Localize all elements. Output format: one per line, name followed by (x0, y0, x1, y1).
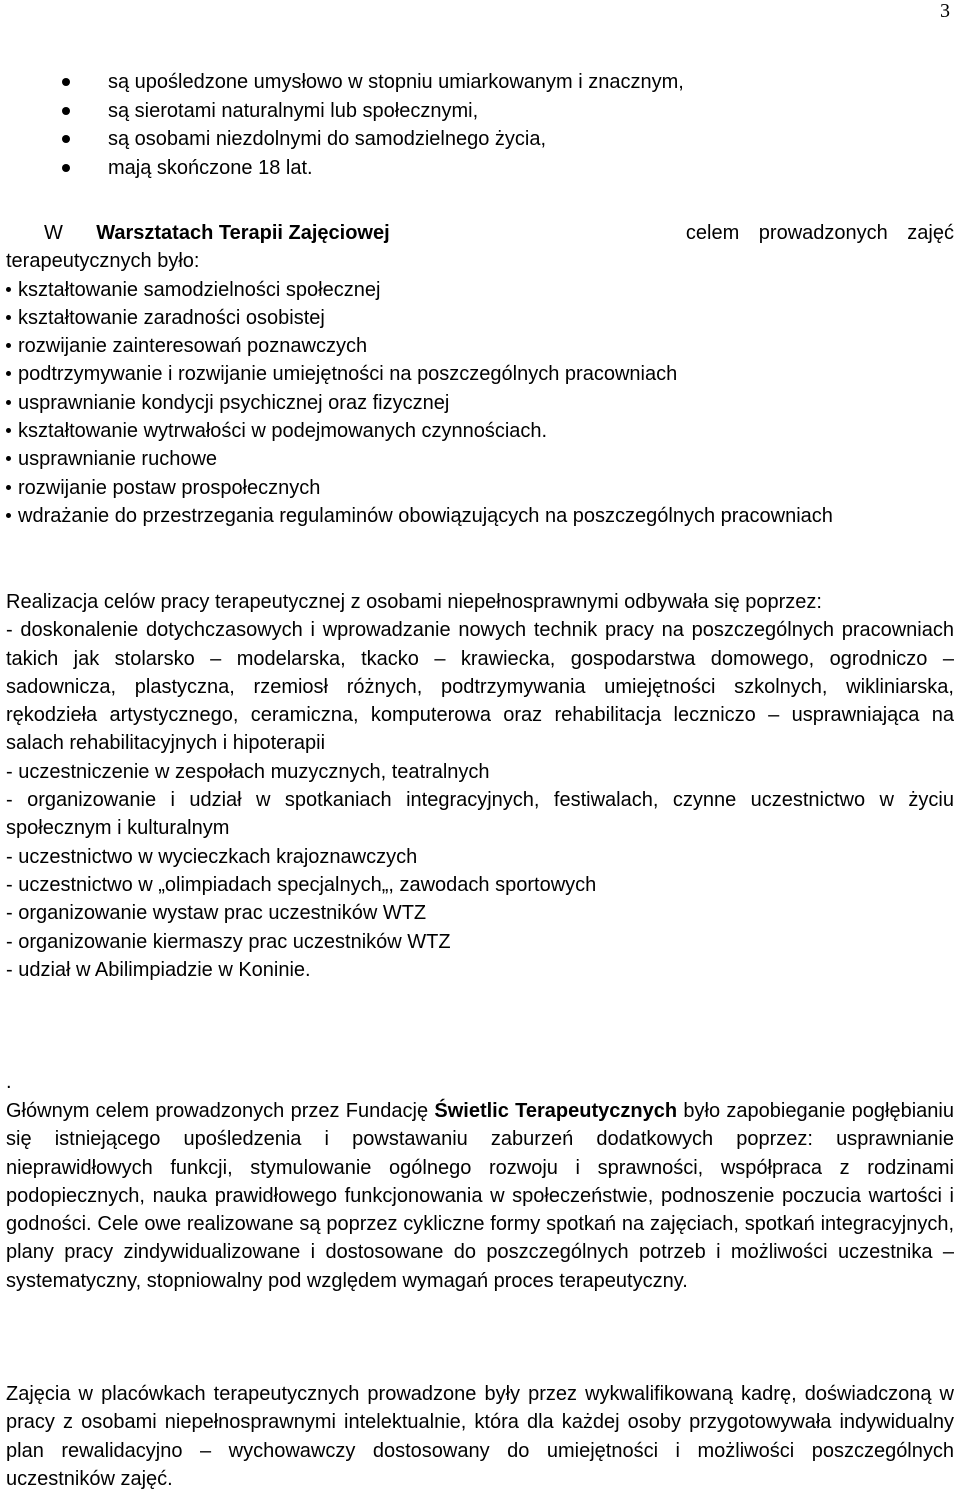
wtz-goals-list (6, 276, 954, 531)
list-item: podtrzymywanie i rozwijanie umiejętności na poszczególnych pracowniach (6, 360, 954, 388)
list-item: są upośledzone umysłowo w stopniu umiarkowanym i znacznym, (62, 68, 684, 97)
list-item: - organizowanie i udział w spotkaniach integracyjnych, festiwalach, czynne uczestnictwo w życiu społecznym i kulturalnym (6, 789, 954, 840)
wtz-name: Warsztatach Terapii Zajęciowej (96, 222, 390, 244)
wtz-intro-line (6, 219, 954, 247)
list-item: - uczestnictwo w wycieczkach krajoznawczych (6, 845, 418, 868)
list-item: wdrażanie do przestrzegania regulaminów obowiązujących na poszczególnych pracowniach (6, 502, 954, 530)
realizacja-section (6, 588, 954, 984)
list-item: - udział w Abilimpiadzie w Koninie. (6, 958, 311, 981)
page-number: 3 (940, 0, 950, 22)
swietlice-name: Świetlic Terapeutycznych (434, 1100, 678, 1122)
list-item: - organizowanie wystaw prac uczestników WTZ (6, 902, 427, 925)
wtz-intro-rest: celem prowadzonych zajęć (685, 222, 954, 244)
list-item: kształtowanie zaradności osobistej (6, 304, 954, 332)
list-item: usprawnianie kondycji psychicznej oraz fizycznej (6, 389, 954, 417)
list-item: - uczestnictwo w „olimpiadach specjalnych„, zawodach sportowych (6, 873, 597, 896)
list-item: usprawnianie ruchowe (6, 445, 954, 473)
list-item: - organizowanie kiermaszy prac uczestników WTZ (6, 930, 451, 953)
realizacja-intro: Realizacja celów pracy terapeutycznej z osobami niepełnosprawnymi odbywała się poprzez: (6, 591, 822, 613)
wtz-goals-section (6, 219, 954, 530)
wtz-intro-line2: terapeutycznych było: (6, 250, 200, 273)
list-item: mają skończone 18 lat. (62, 154, 684, 183)
separator-dot: . (6, 1071, 12, 1093)
list-item: kształtowanie wytrwałości w podejmowanych czynnościach. (6, 417, 954, 445)
list-item: rozwijanie zainteresowań poznawczych (6, 332, 954, 360)
list-item: - doskonalenie dotychczasowych i wprowadzanie nowych technik pracy na poszczególnych pracowniach takich jak stolarsko – modelarska, tkacko – krawiecka, gospodarstwa domowego, ogrodniczo – sadownicza, plastyczna, rzemiosł różnych, podtrzymywania umiejętności szkolnych, wikliniarska, rękodzieła artystycznego, ceramiczna, komputerowa oraz rehabilitacja leczniczo – usprawniająca na salach rehabilitacyjnych i hipoterapii (6, 619, 954, 755)
eligibility-list (62, 68, 684, 182)
list-item: są sierotami naturalnymi lub społecznymi, (62, 97, 684, 126)
wtz-intro-lead: W (44, 222, 63, 244)
zajecia-paragraph: Zajęcia w placówkach terapeutycznych prowadzone były przez wykwalifikowaną kadrę, doświadczoną w pracy z osobami niepełnosprawnymi intelektualnie, która dla każdej osoby przygotowywała indywidualny plan rewalidacyjno – wychowawczy dostosowany do umiejętności i możliwości poszczególnych uczestników zajęć. (6, 1383, 954, 1490)
list-item: kształtowanie samodzielności społecznej (6, 276, 954, 304)
list-item: rozwijanie postaw prospołecznych (6, 474, 954, 502)
list-item: - uczestniczenie w zespołach muzycznych, teatralnych (6, 760, 490, 783)
swietlice-paragraph: Głównym celem prowadzonych przez Fundację Świetlic Terapeutycznych było zapobieganie pogłębianiu się istniejącego upośledzenia i powstawaniu zaburzeń dodatkowych poprzez: usprawnianie nieprawidłowych funkcji, stymulowanie ogólnego rozwoju i sprawności, współpraca z rodzinami podopiecznych, nauka prawidłowego funkcjonowania w społeczeństwie, podnoszenie poczucia wartości i godności. Cele owe realizowane są poprzez cykliczne formy spotkań na zajęciach, spotkań integracyjnych, plany pracy zindywidualizowane i dostosowane do poszczególnych potrzeb i możliwości uczestnika – systematyczny, stopniowalny pod względem wymagań proces terapeutyczny. (6, 1100, 954, 1292)
realizacja-list (6, 616, 954, 984)
list-item: są osobami niezdolnymi do samodzielnego życia, (62, 125, 684, 154)
